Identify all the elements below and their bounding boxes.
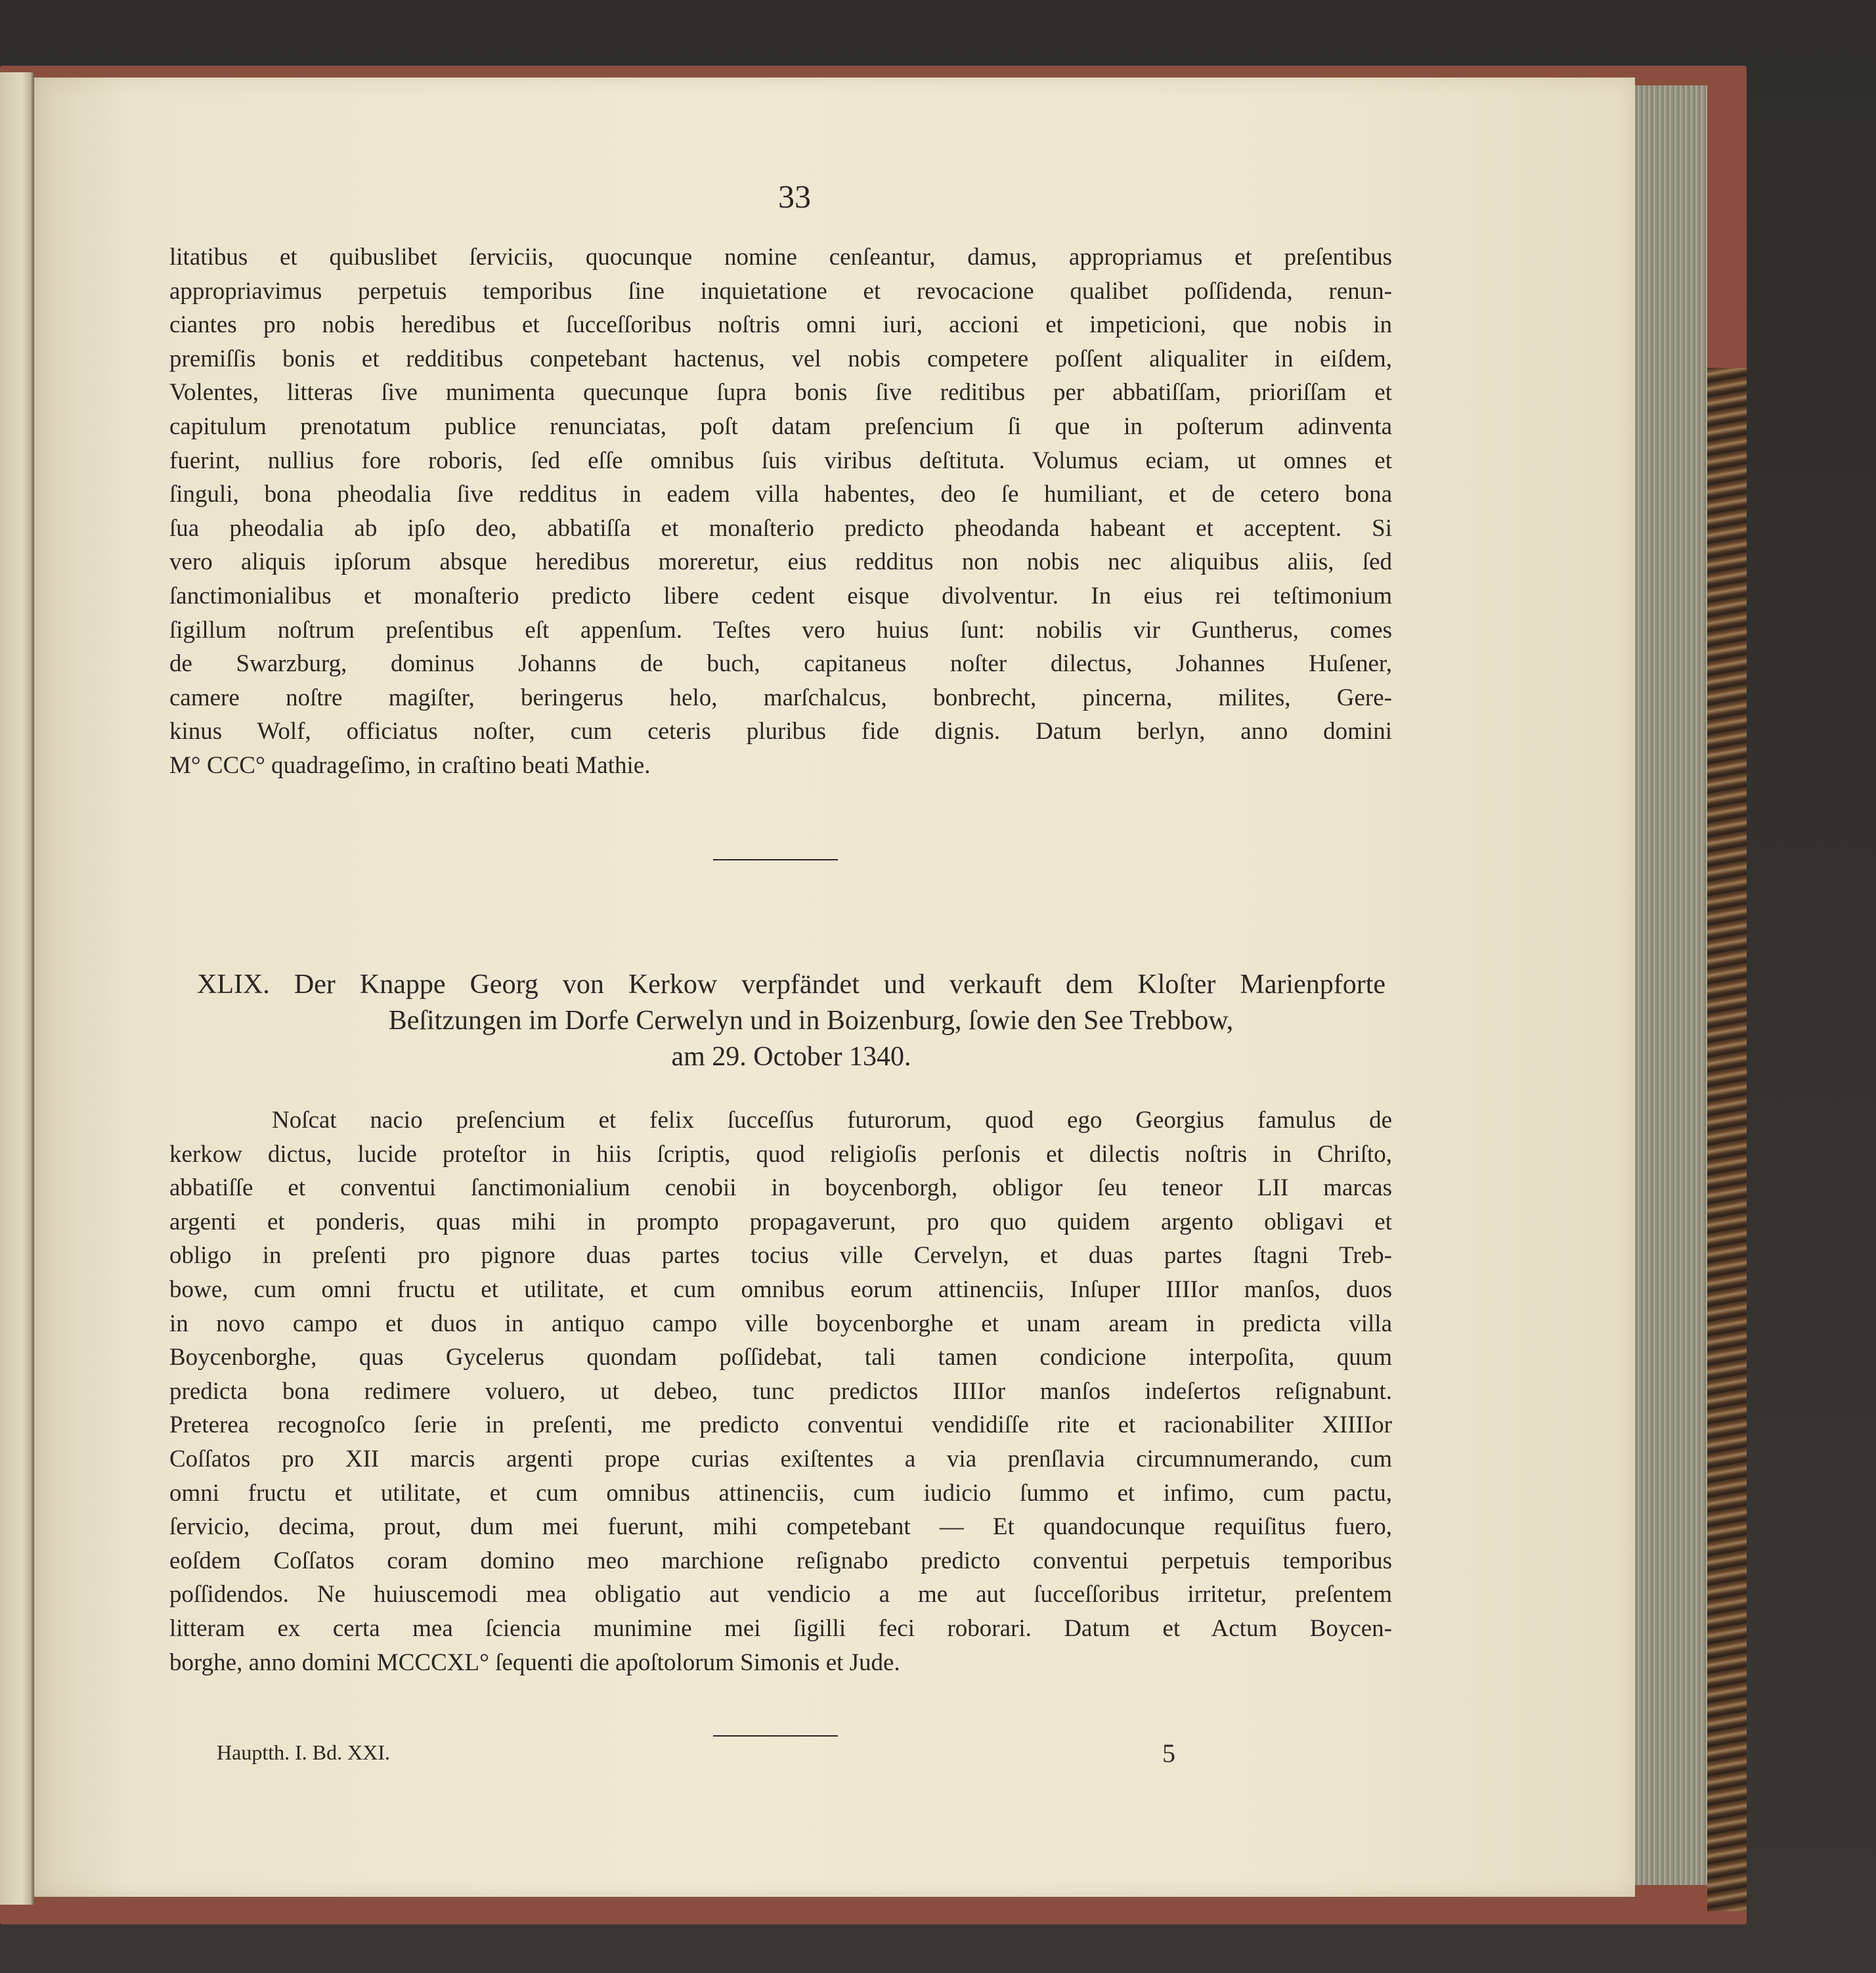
paragraph-top [169, 240, 1392, 783]
text-line: ſervicio, decima, prout, dum mei fuerunt, mihi competebant — Et quandocunque requiſitus fuero, [169, 1513, 1392, 1541]
section-divider [713, 859, 838, 860]
text-line: litatibus et quibuslibet ſerviciis, quocunque nomine cenſeantur, damus, appropriamus et preſentibus [169, 244, 1392, 271]
text-line: ciantes pro nobis heredibus et ſucceſſoribus noſtris omni iuri, accioni et impeticioni, que nobis in [169, 311, 1392, 339]
document-heading [197, 967, 1385, 1075]
heading-line-3: am 29. October 1340. [671, 1042, 911, 1072]
text-line: argenti et ponderis, quas mihi in prompto propagaverunt, pro quo quidem argento obligavi et [169, 1208, 1392, 1235]
text-line: predicta bona redimere voluero, ut debeo, tunc predictos IIIIor manſos indeſertos reſignabunt. [169, 1377, 1392, 1405]
text-line: borghe, anno domini MCCCXL° ſequenti die apoſtolorum Simonis et Jude. [169, 1649, 900, 1676]
page-block-edges [1635, 85, 1707, 1885]
text-line: eoſdem Coſſatos coram domino meo marchione reſignabo predicto conventui perpetuis temporibus [169, 1547, 1392, 1574]
signature-mark: Hauptth. I. Bd. XXI. [217, 1740, 390, 1764]
page-number: 33 [778, 178, 811, 215]
text-line: de Swarzburg, dominus Johanns de buch, capitaneus noſter dilectus, Johannes Huſener, [169, 650, 1392, 678]
text-line: omni fructu et utilitate, et cum omnibus attinenciis, cum iudicio ſummo et infimo, cum pactu, [169, 1479, 1392, 1507]
heading-line-1: XLIX. Der Knappe Georg von Kerkow verpfändet und verkauft dem Kloſter Marienpforte [197, 969, 1385, 1000]
text-line: Preterea recognoſco ſerie in preſenti, me predicto conventui vendidiſſe rite et racionabiliter XIIIIor [169, 1411, 1392, 1439]
charter-text-xlix [169, 1103, 1392, 1679]
text-line: vero aliquis ipſorum absque heredibus moreretur, eius redditus non nobis nec aliquibus aliis, ſed [169, 548, 1392, 576]
text-line: obligo in preſenti pro pignore duas partes tocius ville Cervelyn, et duas partes ſtagni Treb- [169, 1242, 1392, 1270]
footer-divider [713, 1735, 838, 1737]
text-line: fuerint, nullius fore roboris, ſed eſſe omnibus ſuis viribus deſtituta. Volumus eciam, ut omnes et [169, 447, 1392, 474]
text-line: M° CCC° quadrageſimo, in craſtino beati Mathie. [169, 751, 651, 779]
text-line: abbatiſſe et conventui ſanctimonialium cenobii in boycenborgh, obligor ſeu teneor LII marcas [169, 1174, 1392, 1202]
text-line: premiſſis bonis et redditibus conpetebant hactenus, vel nobis competere poſſent aliqualiter in eiſdem, [169, 345, 1392, 372]
text-line: poſſidendos. Ne huiuscemodi mea obligatio aut vendicio a me aut ſucceſſoribus irritetur, preſentem [169, 1581, 1392, 1608]
text-line: ſua pheodalia ab ipſo deo, abbatiſſa et monaſterio predicto pheodanda habeant et acceptent. Si [169, 514, 1392, 542]
heading-line-2: Beſitzungen im Dorfe Cerwelyn und in Boizenburg, ſowie den See Trebbow, [388, 1006, 1234, 1036]
text-line: camere noſtre magiſter, beringerus helo, marſchalcus, bonbrecht, pincerna, milites, Gere- [169, 684, 1392, 711]
text-line: ſanctimonialibus et monaſterio predicto libere cedent eisque divolventur. In eius rei teſtimonium [169, 582, 1392, 610]
text-line: litteram ex certa mea ſciencia munimine mei ſigilli feci roborari. Datum et Actum Boycen- [169, 1614, 1392, 1642]
text-line: bowe, cum omni fructu et utilitate, et cum omnibus eorum attinenciis, Inſuper IIIIor manſos, duos [169, 1275, 1392, 1303]
text-line: capitulum prenotatum publice renunciatas, poſt datam preſencium ſi que in poſterum adinventa [169, 412, 1392, 440]
paragraph-bottom [169, 1103, 1392, 1679]
text-line: appropriavimus perpetuis temporibus ſine inquietatione et revocacione qualibet poſſidenda, renun- [169, 277, 1392, 305]
text-line: Boycenborghe, quas Gycelerus quondam poſſidebat, tali tamen condicione interpoſita, quum [169, 1344, 1392, 1371]
marbled-cover-edge [1707, 368, 1747, 1911]
charter-text-continued [169, 240, 1392, 783]
text-line: Volentes, litteras ſive munimenta quecunque ſupra bonis ſive reditibus per abbatiſſam, prioriſſam et [169, 379, 1392, 407]
text-line: ſigillum noſtrum preſentibus eſt appenſum. Teſtes vero huius ſunt: nobilis vir Guntherus, comes [169, 616, 1392, 644]
text-line: Coſſatos pro XII marcis argenti prope curias exiſtentes a via prenſlavia circumnumerando, cum [169, 1445, 1392, 1473]
left-page-edge [0, 72, 33, 1905]
sheet-number: 5 [1162, 1739, 1175, 1768]
text-line: ſinguli, bona pheodalia ſive redditus in eadem villa habentes, deo ſe humiliant, et de cetero bona [169, 481, 1392, 508]
text-line: kinus Wolf, officiatus noſter, cum ceteris pluribus fide dignis. Datum berlyn, anno domini [169, 718, 1392, 745]
text-line: in novo campo et duos in antiquo campo ville boycenborghe et unam aream in predicta villa [169, 1310, 1392, 1337]
text-line: kerkow dictus, lucide proteſtor in hiis ſcriptis, quod religioſis perſonis et dilectis noſtris in Chriſto, [169, 1140, 1392, 1168]
text-line: Noſcat nacio preſencium et felix ſucceſſus futurorum, quod ego Georgius famulus de [272, 1107, 1392, 1134]
